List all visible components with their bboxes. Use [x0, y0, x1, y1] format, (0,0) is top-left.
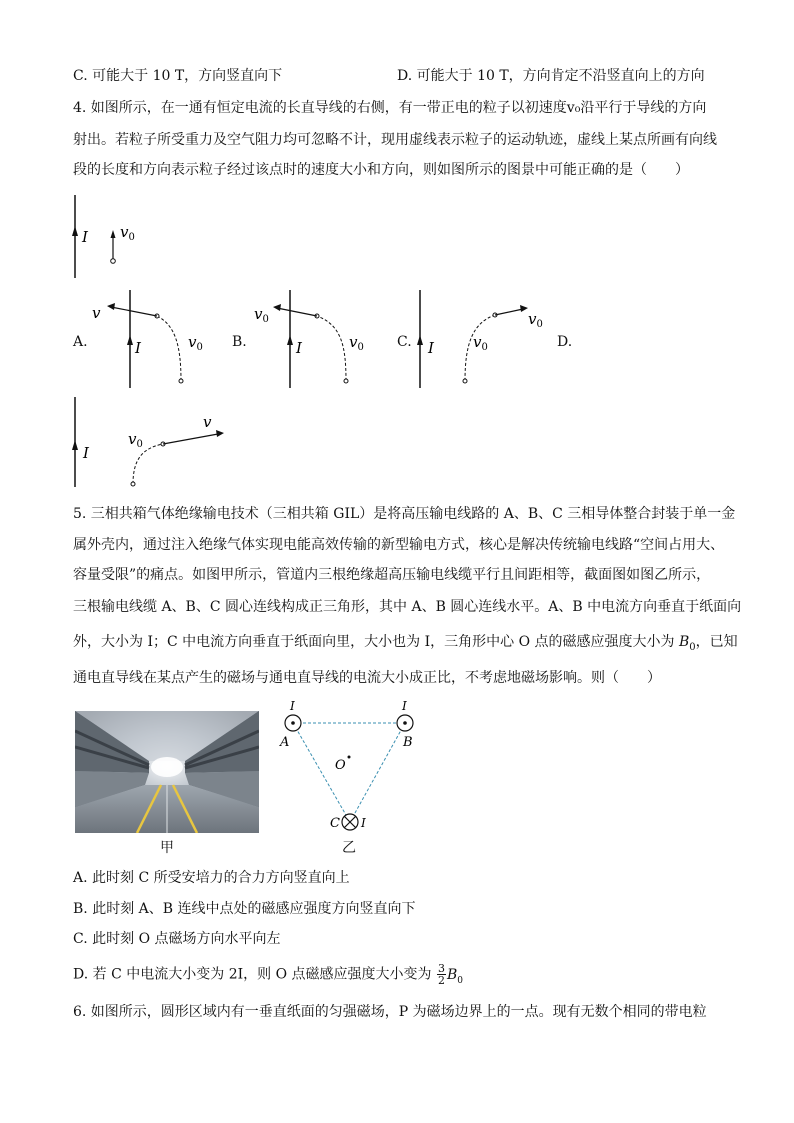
velocity-arrowhead [107, 303, 115, 310]
velocity-line [277, 308, 317, 316]
q4-label-b: B. [232, 334, 247, 350]
q4-option-b-figure [245, 285, 375, 395]
label-a: A [280, 735, 290, 750]
q3-option-c: C. 可能大于 10 T，方向竖直向下 [73, 68, 283, 84]
v0-label: $v_0$ [528, 310, 543, 330]
edge-bc [350, 723, 405, 822]
velocity-arrowhead [216, 430, 224, 437]
trajectory-curve [133, 444, 163, 484]
center-o-dot [348, 756, 351, 759]
q5-stem-line3: 容量受限”的痛点。如图甲所示，管道内三根绝缘超高压输电线缆平行且间距相等，截面图如图乙所示， [73, 567, 711, 583]
v-label: v [203, 413, 212, 431]
current-arrowhead [72, 226, 78, 236]
current-arrowhead [417, 335, 423, 345]
current-arrowhead [72, 440, 78, 450]
current-label: I [428, 339, 434, 357]
q5-option-b: B. 此时刻 A、B 连线中点处的磁感应强度方向竖直向下 [73, 901, 416, 917]
v0-label: $v_0$ [254, 305, 269, 325]
velocity-line [111, 307, 157, 316]
q4-label-c: C. [397, 334, 412, 350]
q3-option-d: D. 可能大于 10 T，方向肯定不沿竖直向上的方向 [397, 68, 705, 84]
label-i-b: I [402, 700, 407, 713]
v0-label: $v_0$ [188, 333, 203, 353]
v-label: v [92, 304, 101, 322]
v0-label: $v_0$ [473, 333, 488, 353]
current-arrowhead [127, 335, 133, 345]
velocity-line [495, 309, 523, 315]
q4-reference-figure [60, 190, 150, 285]
current-label: I [296, 339, 302, 357]
b0-symbol: $B_0$ [678, 634, 696, 653]
q5-stem-line2: 属外壳内，通过注入绝缘气体实现电能高效传输的新型输电方式，核心是解决传统输电线路“空间占用大、 [73, 537, 725, 553]
q4-stem-line2: 射出。若粒子所受重力及空气阻力均可忽略不计，现用虚线表示粒子的运动轨迹，虚线上某点所画有向线 [73, 132, 717, 148]
current-label: I [83, 444, 89, 462]
start-dot [131, 482, 135, 486]
v0-label: $v_0$ [349, 333, 364, 353]
velocity-arrowhead [273, 304, 281, 311]
q5-option-a: A. 此时刻 C 所受安培力的合力方向竖直向上 [73, 870, 350, 886]
velocity-arrowhead [111, 230, 116, 238]
q5-stem-line5: 外，大小为 I；C 中电流方向垂直于纸面向里，大小也为 I，三角形中心 O 点的磁感应强度大小为 $B_0$，已知 [73, 634, 738, 653]
v0-label: $v_0$ [120, 223, 135, 243]
q4-option-d-figure [60, 392, 240, 492]
figure-jia-caption: 甲 [160, 840, 174, 856]
velocity-arrowhead [520, 305, 528, 312]
figure-yi-caption: 乙 [342, 840, 356, 856]
v0-label: $v_0$ [128, 430, 143, 450]
q5-stem-line4: 三根输电线缆 A、B、C 圆心连线构成正三角形，其中 A、B 圆心连线水平。A、B 中电流方向垂直于纸面向 [73, 599, 742, 615]
start-dot [463, 379, 467, 383]
q4-option-c-figure [410, 285, 560, 395]
q5-option-c: C. 此时刻 O 点磁场方向水平向左 [73, 931, 281, 947]
trajectory-curve [317, 316, 346, 381]
particle-dot [111, 259, 116, 264]
q4-label-a: A. [73, 334, 88, 350]
current-label: I [135, 339, 141, 357]
q4-stem-line3: 段的长度和方向表示粒子经过该点时的速度大小和方向，则如图所示的图景中可能正确的是（ ） [73, 162, 689, 178]
label-i-a: I [290, 700, 295, 713]
current-label: I [82, 228, 88, 246]
label-i-c: I [361, 816, 366, 830]
q4-option-a-figure [85, 285, 215, 395]
q5-stem-line6: 通电直导线在某点产生的磁场与通电直导线的电流大小成正比，不考虑地磁场影响。则（ ） [73, 670, 661, 686]
label-b: B [403, 735, 413, 750]
label-o: O [335, 758, 346, 773]
q4-label-d: D. [557, 334, 573, 350]
trajectory-curve [157, 316, 181, 381]
q5-option-d: D. 若 C 中电流大小变为 2I，则 O 点磁感应强度大小变为 $\frac{3}{2}$ $B_0$ [73, 962, 463, 987]
label-c: C [330, 816, 340, 831]
current-arrowhead [287, 335, 293, 345]
triangle-cross-section [270, 700, 430, 840]
tunnel-photo [75, 711, 259, 833]
start-dot [344, 379, 348, 383]
q6-stem-line1: 6. 如图所示，圆形区域内有一垂直纸面的匀强磁场，P 为磁场边界上的一点。现有无数个相同的带电粒 [73, 1004, 707, 1020]
start-dot [179, 379, 183, 383]
fraction-three-halves: $\frac{3}{2}$ [437, 962, 445, 987]
velocity-line [163, 434, 218, 444]
q5-stem-line1: 5. 三相共箱气体绝缘输电技术（三相共箱 GIL）是将高压输电线路的 A、B、C 三相导体整合封装于单一金 [73, 506, 736, 522]
q4-stem-line1: 4. 如图所示，在一通有恒定电流的长直导线的右侧，有一带正电的粒子以初速度v₀沿平行于导线的方向 [73, 100, 707, 116]
